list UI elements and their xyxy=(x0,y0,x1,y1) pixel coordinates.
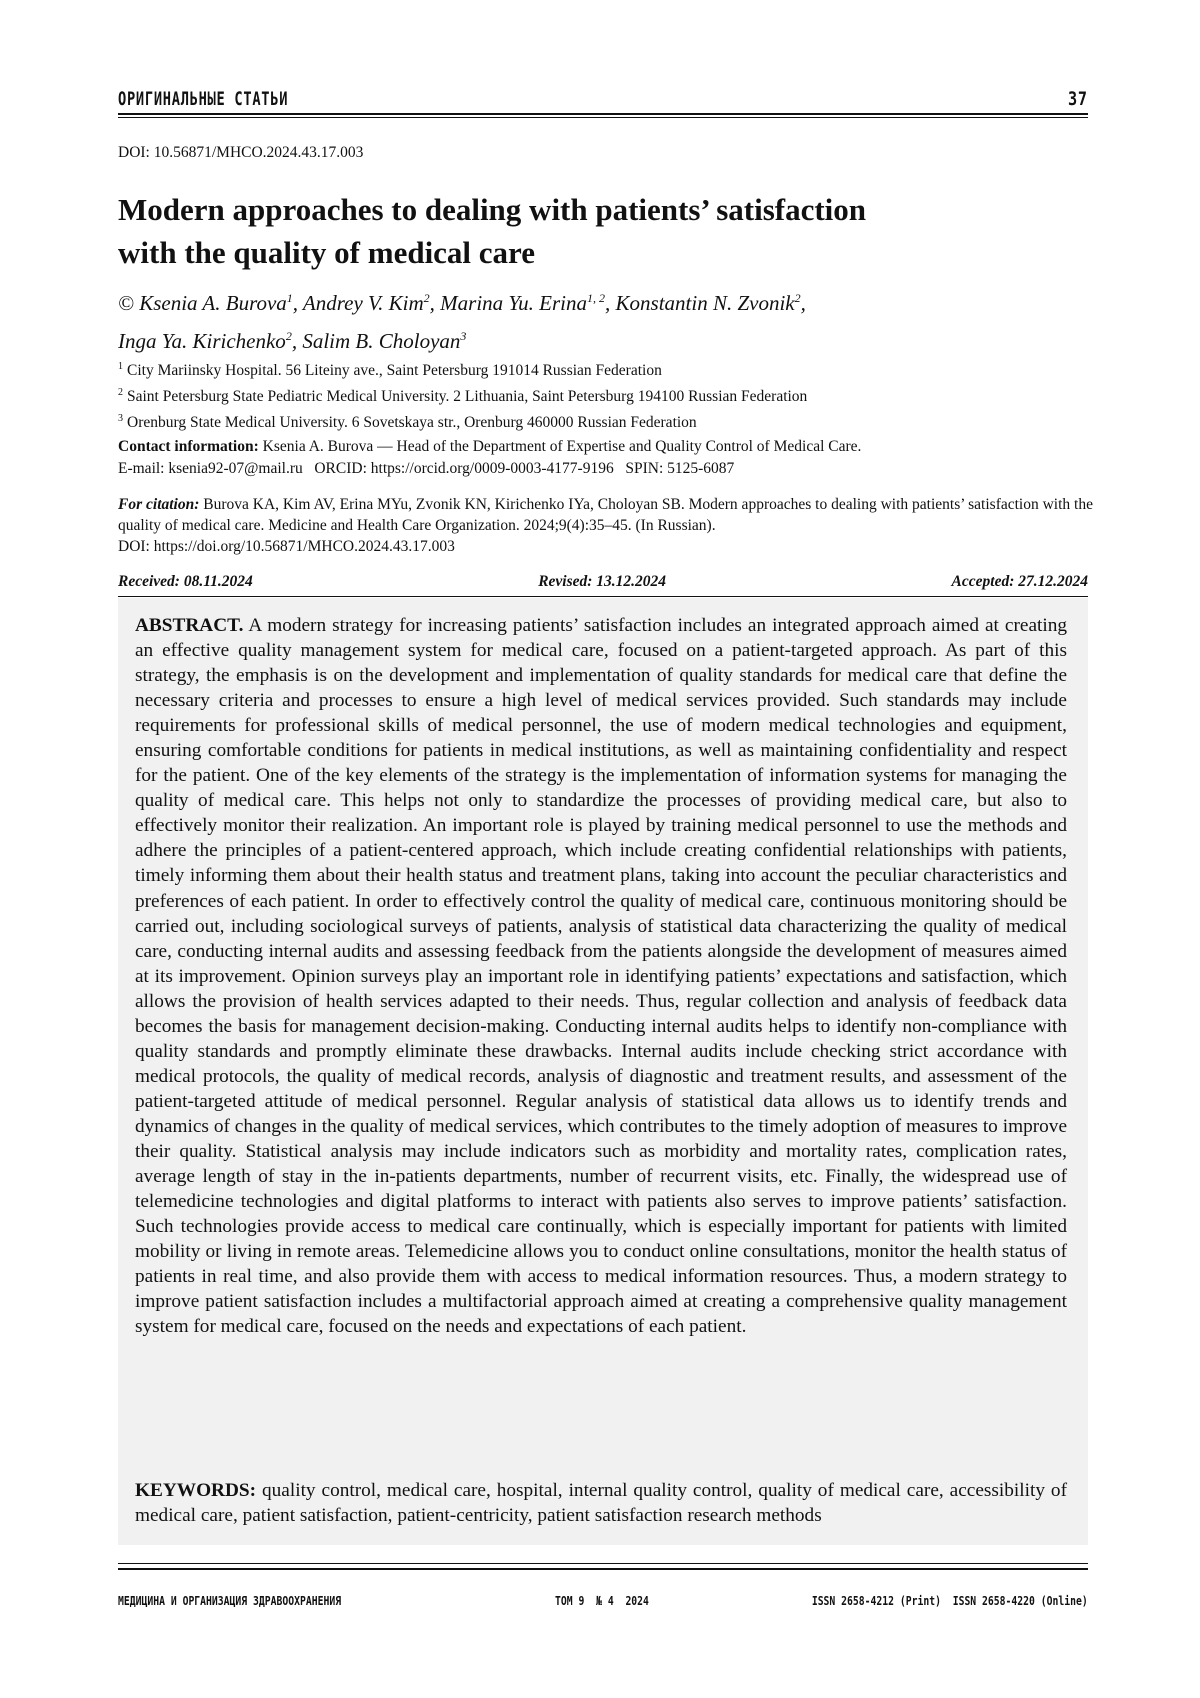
title-line-2: with the quality of medical care xyxy=(118,235,536,270)
author-sep: , xyxy=(800,291,806,315)
abstract-label: ABSTRACT. xyxy=(135,615,244,636)
affiliation-number: 2 xyxy=(118,387,123,399)
author-affil-ref: 3 xyxy=(460,329,467,343)
accepted-date: Accepted: 27.12.2024 xyxy=(951,573,1088,590)
author-name: Konstantin N. Zvonik xyxy=(615,291,795,315)
title-line-1: Modern approaches to dealing with patients’ satisfaction xyxy=(118,192,867,227)
affiliation-number: 3 xyxy=(118,413,123,425)
article-doi: DOI: 10.56871/MHCO.2024.43.17.003 xyxy=(118,144,364,161)
author-affil-ref: 1 xyxy=(286,291,293,305)
abstract-text: A modern strategy for increasing patients’ satisfaction includes an integrated approach aimed at creating an effective quality management system for medical care, focused on a patient-targeted approach. As part of this strategy, the emphasis is on the development and implementation of quality standards for medical care that define the necessary criteria and processes to ensure a high level of medical services provided. Such standards may include requirements for professional skills of medical personnel, the use of modern medical technologies and equipment, ensuring comfortable conditions for patients in medical institutions, as well as maintaining confidentiality and respect for the patient. One of the key elements of the strategy is the implementation of information systems for managing the quality of medical care. This helps not only to standardize the processes of providing medical care, but also to effectively monitor their realization. An important role is played by training medical personnel to use the methods and adhere the principles of a patient-centered approach, which include creating confidential relationships with patients, timely informing them about their health status and treatment plans, taking into account the peculiar characteristics and preferences of each patient. In order to effectively control the quality of medical care, continuous monitoring should be carried out, including sociological surveys of patients, analysis of statistical data characterizing the quality of medical care, conducting internal audits and assessing feedback from the patients alongside the development of measures aimed at its improvement. Opinion surveys play an important role in identifying patients’ expectations and satisfaction, which allows the provision of health services adapted to their needs. Thus, regular collection and analysis of feedback data becomes the basis for management decision-making. Conducting internal audits helps to identify non-compliance with quality standards and promptly eliminate these drawbacks. Internal audits include checking strict accordance with medical protocols, the quality of medical records, analysis of diagnostic and treatment results, and assessment of the patient-targeted attitude of medical personnel. Regular analysis of statistical data allows us to identify trends and dynamics of changes in the quality of medical services, which contributes to the timely adoption of measures to improve their quality. Statistical analysis may include indicators such as morbidity and mortality rates, complication rates, average length of stay in the in-patients departments, number of recurrent visits, etc. Finally, the widespread use of telemedicine technologies and digital platforms to interact with patients also serves to improve patients’ satisfaction. Such technologies provide access to medical care continually, which is especially important for patients with limited mobility or living in remote areas. Telemedicine allows you to conduct online consultations, monitor the health status of patients in real time, and also provide them with access to medical information resources. Thus, a modern strategy to improve patient satisfaction includes a multifactorial approach aimed at creating a comprehensive quality management system for medical care, focused on the needs and expectations of each patient. xyxy=(135,615,1067,1338)
footer-rule xyxy=(118,1568,1088,1570)
page-number: 37 xyxy=(1068,88,1088,110)
citation-doi-link[interactable]: DOI: https://doi.org/10.56871/MHCO.2024.43.17.003 xyxy=(118,538,455,555)
affiliation-item xyxy=(118,356,1098,382)
author xyxy=(118,329,302,353)
issue-info: ТОМ 9 № 4 2024 xyxy=(555,1593,649,1608)
author-list xyxy=(118,282,1018,358)
abstract xyxy=(135,613,1067,1339)
affiliation-item xyxy=(118,382,1098,408)
affiliation-text: City Mariinsky Hospital. 56 Liteiny ave., Saint Petersburg 191014 Russian Federation xyxy=(127,362,662,380)
author-affil-ref: 2 xyxy=(794,291,801,305)
article-dates xyxy=(118,573,1088,591)
running-head xyxy=(118,88,1088,110)
author xyxy=(302,329,466,353)
affiliation-number: 1 xyxy=(118,361,123,372)
citation-text: Burova KA, Kim AV, Erina MYu, Zvonik KN, Kirichenko IYa, Choloyan SB. Modern approaches to dealing with patients’ satisfaction with the quality of medical care. Medicine and Health Care Organization. 2024;9(4):35–45. (In Russian). xyxy=(118,496,1093,534)
author xyxy=(440,291,615,315)
author-name: Marina Yu. Erina xyxy=(440,291,588,315)
author-name: Ksenia A. Burova xyxy=(139,291,287,315)
footer-rule-thin xyxy=(118,1563,1088,1564)
contact-information xyxy=(118,436,1098,480)
running-foot xyxy=(118,1593,1088,1613)
citation-block xyxy=(118,494,1093,557)
keywords-text: quality control, medical care, hospital, internal quality control, quality of medical care, accessibility of medical care, patient satisfaction, patient-centricity, patient satisfaction research methods xyxy=(135,1480,1067,1527)
section-title: ОРИГИНАЛЬНЫЕ СТАТЬИ xyxy=(118,88,289,110)
author-name: Andrey V. Kim xyxy=(302,291,424,315)
author-sep: , xyxy=(605,291,616,315)
keywords-label: KEYWORDS: xyxy=(135,1480,257,1501)
affiliation-text: Saint Petersburg State Pediatric Medical University. 2 Lithuania, Saint Petersburg 194100 Russian Federation xyxy=(127,388,808,406)
keywords xyxy=(135,1478,1067,1528)
author-affil-ref: 2 xyxy=(285,329,292,343)
article-title xyxy=(118,188,1018,274)
copyright-mark: © xyxy=(118,291,140,315)
journal-name: МЕДИЦИНА И ОРГАНИЗАЦИЯ ЗДРАВООХРАНЕНИЯ xyxy=(118,1593,342,1608)
author xyxy=(616,291,806,315)
affiliation-text: Orenburg State Medical University. 6 Sovetskaya str., Orenburg 460000 Russian Federation xyxy=(127,414,697,432)
author-affil-ref: 2 xyxy=(423,291,430,305)
affiliation-item xyxy=(118,408,1098,434)
issn-info: ISSN 2658-4212 (Print) ISSN 2658-4220 (Online) xyxy=(812,1593,1088,1608)
author-affil-ref: 1, 2 xyxy=(587,291,606,305)
header-rule xyxy=(118,113,1088,115)
citation-label: For citation: xyxy=(118,496,200,513)
revised-date: Revised: 13.12.2024 xyxy=(538,573,667,590)
author xyxy=(303,291,440,315)
author-sep: , xyxy=(292,291,303,315)
dates-rule xyxy=(118,596,1088,597)
received-date: Received: 08.11.2024 xyxy=(118,573,253,590)
author-name: Inga Ya. Kirichenko xyxy=(118,329,286,353)
contact-label: Contact information: xyxy=(118,438,259,455)
header-rule-thin xyxy=(118,117,1088,118)
contact-text: Ksenia A. Burova — Head of the Department of Expertise and Quality Control of Medical Care. xyxy=(258,438,862,455)
contact-ids: E-mail: ksenia92-07@mail.ru ORCID: https://orcid.org/0009-0003-4177-9196 SPIN: 5125-6087 xyxy=(118,460,735,477)
author-sep: , xyxy=(291,329,303,353)
author xyxy=(118,291,303,315)
author-sep: , xyxy=(429,291,441,315)
affiliation-list xyxy=(118,356,1098,434)
author-name: Salim B. Choloyan xyxy=(302,329,461,353)
